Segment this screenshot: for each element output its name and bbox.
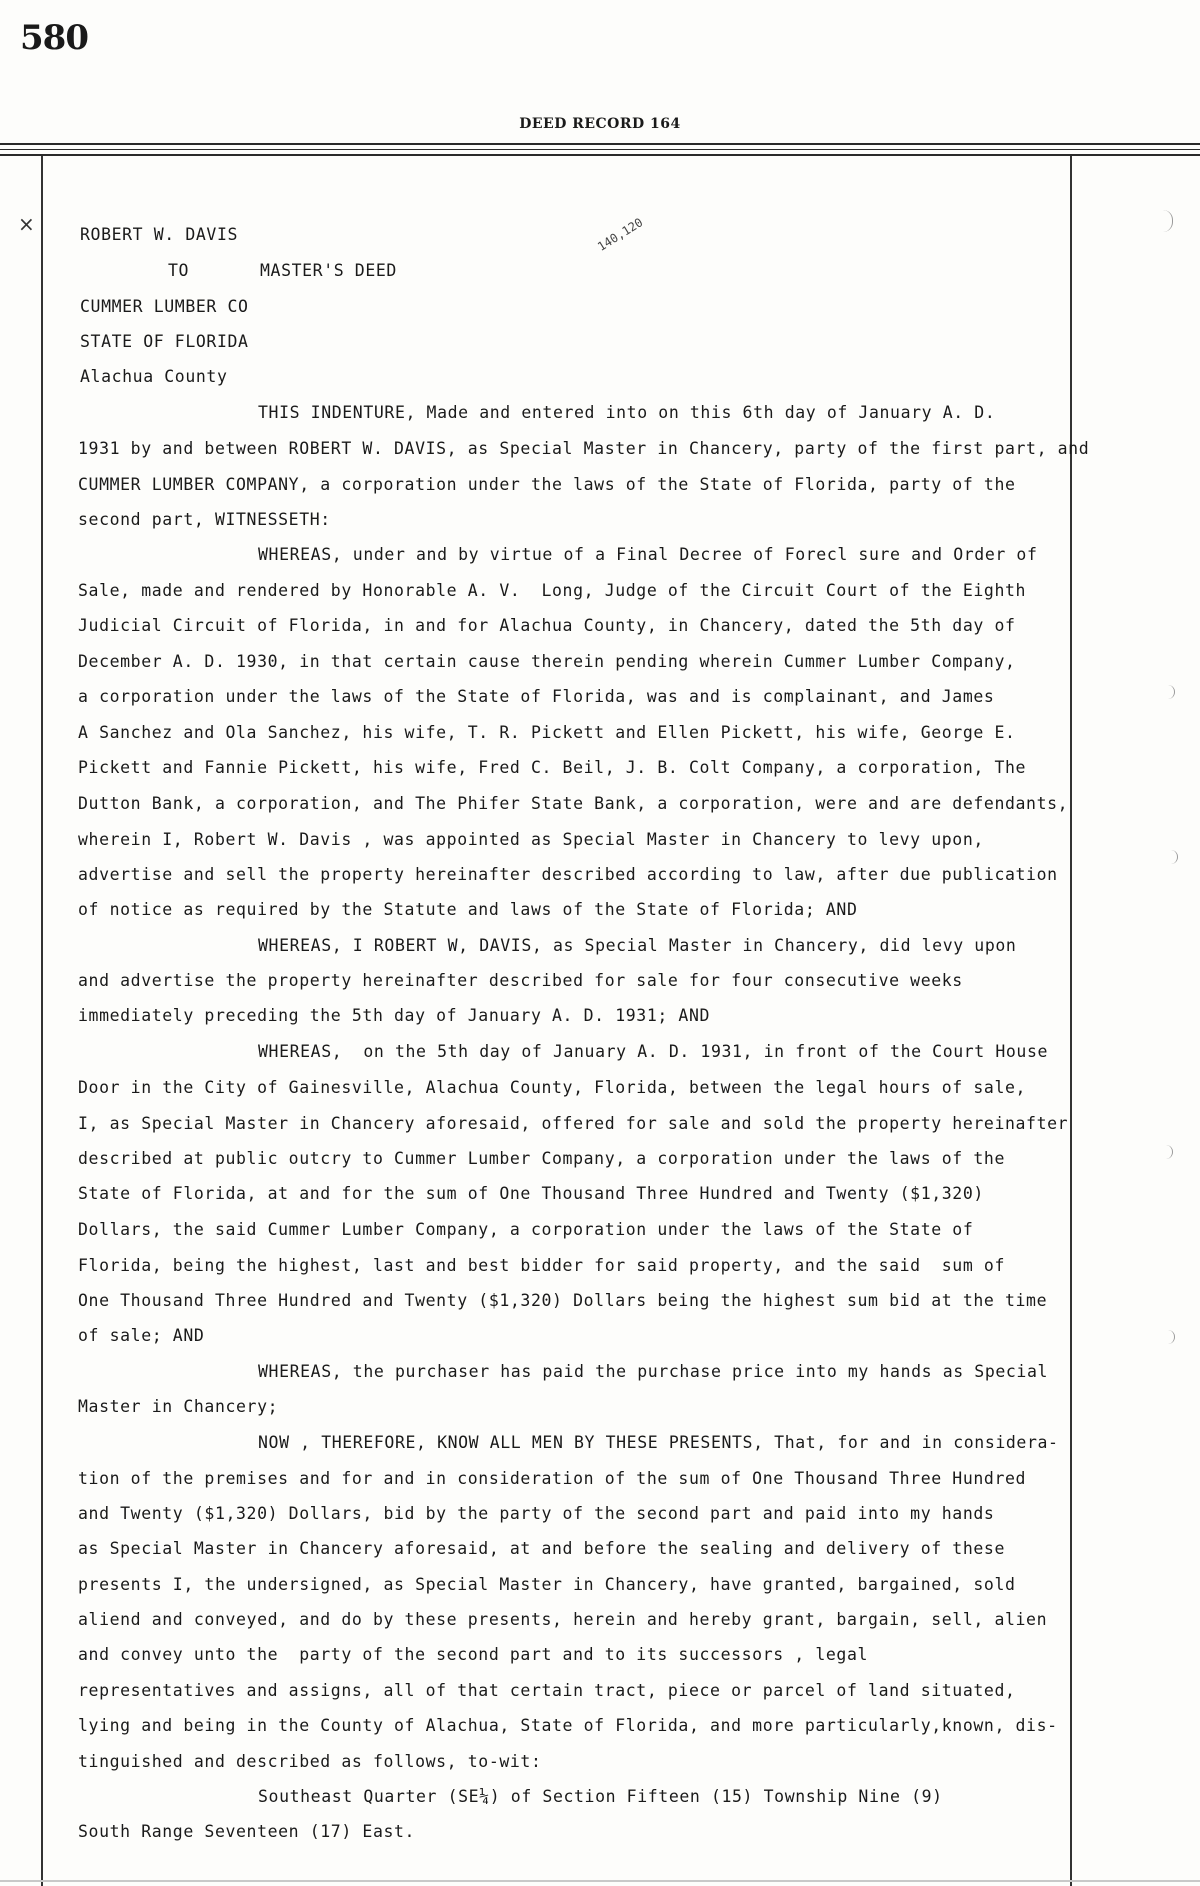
text-line: South Range Seventeen (17) East. xyxy=(78,1822,416,1841)
text-line: WHEREAS, on the 5th day of January A. D. 1931, in front of the Court House xyxy=(258,1042,1049,1061)
text-line: of sale; AND xyxy=(78,1326,205,1345)
text-line: Pickett and Fannie Pickett, his wife, Fred C. Beil, J. B. Colt Company, a corporation, The xyxy=(78,758,1027,777)
text-line: MASTER'S DEED xyxy=(260,261,397,280)
text-line: WHEREAS, the purchaser has paid the purchase price into my hands as Special xyxy=(258,1362,1049,1381)
text-line: TO xyxy=(168,261,190,280)
text-line: NOW , THEREFORE, KNOW ALL MEN BY THESE PRESENTS, That, for and in considera- xyxy=(258,1433,1059,1452)
text-line: and Twenty ($1,320) Dollars, bid by the party of the second part and paid into my hands xyxy=(78,1504,995,1523)
text-line: I, as Special Master in Chancery aforesaid, offered for sale and sold the property hereinafter xyxy=(78,1114,1069,1133)
text-line: 1931 by and between ROBERT W. DAVIS, as Special Master in Chancery, party of the first part, and xyxy=(78,439,1090,458)
page-bottom-edge xyxy=(0,1880,1200,1882)
text-line: described at public outcry to Cummer Lumber Company, a corporation under the laws of the xyxy=(78,1149,1005,1168)
text-line: and advertise the property hereinafter described for sale for four consecutive weeks xyxy=(78,971,963,990)
text-line: presents I, the undersigned, as Special Master in Chancery, have granted, bargained, sold xyxy=(78,1575,1016,1594)
text-line: WHEREAS, under and by virtue of a Final Decree of Forecl sure and Order of xyxy=(258,545,1038,564)
text-line: second part, WITNESSETH: xyxy=(78,510,331,529)
text-line: A Sanchez and Ola Sanchez, his wife, T. R. Pickett and Ellen Pickett, his wife, George E. xyxy=(78,723,1016,742)
text-line: immediately preceding the 5th day of January A. D. 1931; AND xyxy=(78,1006,711,1025)
record-title: DEED RECORD 164 xyxy=(519,116,681,132)
text-line: December A. D. 1930, in that certain cause therein pending wherein Cummer Lumber Company, xyxy=(78,652,1016,671)
text-line: Door in the City of Gainesville, Alachua County, Florida, between the legal hours of sale, xyxy=(78,1078,1027,1097)
text-line: WHEREAS, I ROBERT W, DAVIS, as Special Master in Chancery, did levy upon xyxy=(258,936,1017,955)
text-line: THIS INDENTURE, Made and entered into on this 6th day of January A. D. xyxy=(258,403,996,422)
text-line: aliend and conveyed, and do by these presents, herein and hereby grant, bargain, sell, alien xyxy=(78,1610,1048,1629)
text-line: and convey unto the party of the second part and to its successors , legal xyxy=(78,1645,869,1664)
text-line: STATE OF FLORIDA xyxy=(80,332,249,351)
text-line: Judicial Circuit of Florida, in and for Alachua County, in Chancery, dated the 5th day of xyxy=(78,616,1016,635)
text-line: tion of the premises and for and in consideration of the sum of One Thousand Three Hundred xyxy=(78,1469,1027,1488)
stamp-number: 140,120 xyxy=(595,215,646,254)
text-line: advertise and sell the property hereinafter described according to law, after due publication xyxy=(78,865,1058,884)
text-line: CUMMER LUMBER CO xyxy=(80,297,249,316)
text-line: of notice as required by the Statute and laws of the State of Florida; AND xyxy=(78,900,858,919)
text-line: representatives and assigns, all of that certain tract, piece or parcel of land situated, xyxy=(78,1681,1016,1700)
page-number: 580 xyxy=(20,18,88,58)
text-line: lying and being in the County of Alachua, State of Florida, and more particularly,known, dis- xyxy=(78,1716,1058,1735)
text-line: Florida, being the highest, last and best bidder for said property, and the said sum of xyxy=(78,1256,1005,1275)
text-line: CUMMER LUMBER COMPANY, a corporation under the laws of the State of Florida, party of the xyxy=(78,475,1016,494)
text-line: wherein I, Robert W. Davis , was appointed as Special Master in Chancery to levy upon, xyxy=(78,830,984,849)
margin-mark: × xyxy=(18,212,35,236)
text-line: Dutton Bank, a corporation, and The Phifer State Bank, a corporation, were and are defendants, xyxy=(78,794,1069,813)
text-line: ROBERT W. DAVIS xyxy=(80,225,239,244)
text-line: Master in Chancery; xyxy=(78,1397,279,1416)
text-line: Sale, made and rendered by Honorable A. V. Long, Judge of the Circuit Court of the Eighth xyxy=(78,581,1027,600)
text-line: Dollars, the said Cummer Lumber Company, a corporation under the laws of the State of xyxy=(78,1220,974,1239)
text-line: State of Florida, at and for the sum of One Thousand Three Hundred and Twenty ($1,320) xyxy=(78,1184,984,1203)
text-line: a corporation under the laws of the State of Florida, was and is complainant, and James xyxy=(78,687,995,706)
text-line: Alachua County xyxy=(80,367,228,386)
text-line: One Thousand Three Hundred and Twenty ($1,320) Dollars being the highest sum bid at the time xyxy=(78,1291,1048,1310)
text-line: tinguished and described as follows, to-wit: xyxy=(78,1752,542,1771)
text-line: as Special Master in Chancery aforesaid, at and before the sealing and delivery of these xyxy=(78,1539,1005,1558)
text-line: Southeast Quarter (SE¼) of Section Fifteen (15) Township Nine (9) xyxy=(258,1787,943,1806)
